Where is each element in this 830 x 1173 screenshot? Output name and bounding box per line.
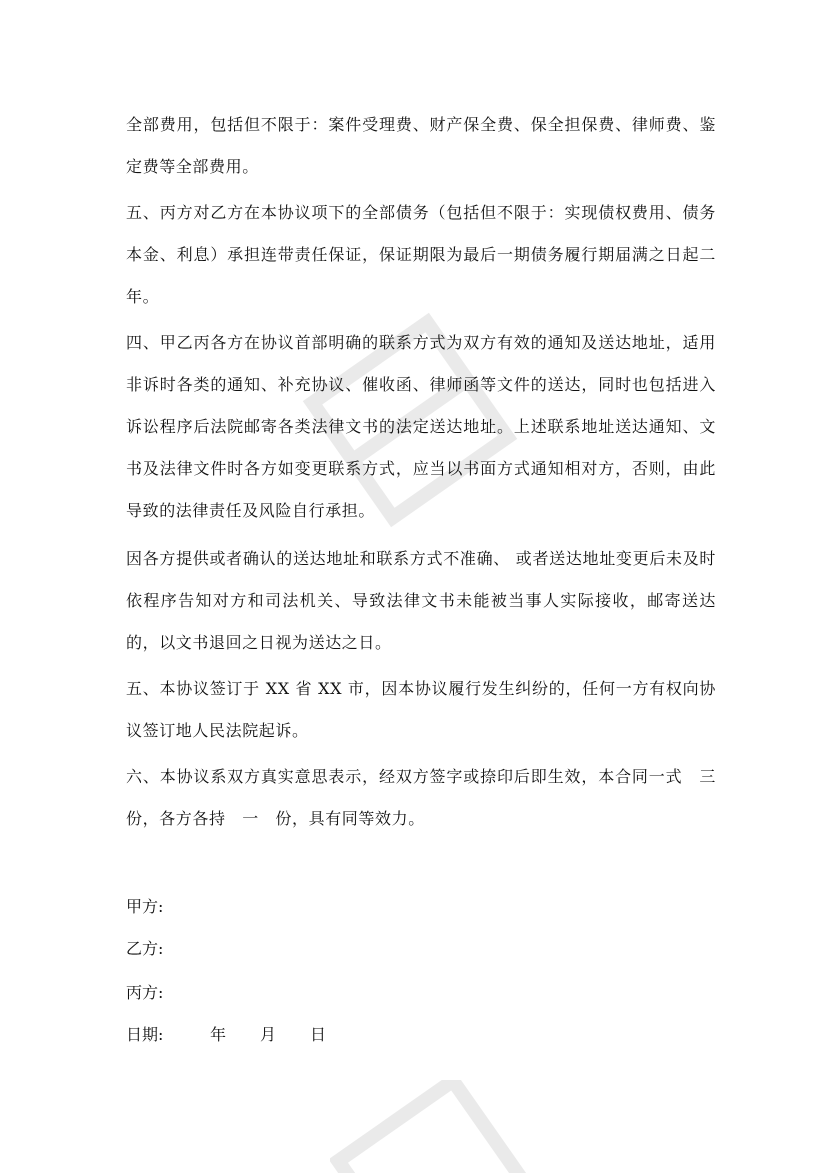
signature-party-c: 丙方: <box>126 983 164 1002</box>
paragraph-guarantee: 五、丙方对乙方在本协议项下的全部债务（包括但不限于：实现债权费用、债务本金、利息）承担连带责任保证，保证期限为最后一期债务履行期届满之日起二年。 <box>126 203 716 306</box>
paragraph-effectiveness: 六、本协议系双方真实意思表示，经双方签字或捺印后即生效，本合同一式 三份，各方各持 一 份，具有同等效力。 <box>126 767 716 828</box>
paragraph-fees-continued: 全部费用，包括但不限于：案件受理费、财产保全费、保全担保费、律师费、鉴定费等全部费用。 <box>126 115 716 176</box>
date-label: 日期: <box>126 1025 164 1044</box>
date-year: 年 <box>210 1025 227 1044</box>
paragraph-service-address: 四、甲乙丙各方在协议首部明确的联系方式为双方有效的通知及送达地址，适用非诉时各类的通知、补充协议、催收函、律师函等文件的送达，同时也包括进入诉讼程序后法院邮寄各类法律文书的法定送达地址。上述联系地址送达通知、文书及法律文件时各方如变更联系方式，应当以书面方式通知相对方，否则，由此导致的法律责任及风险自行承担。 <box>126 333 716 520</box>
paragraph-jurisdiction: 五、本协议签订于 XX 省 XX 市，因本协议履行发生纠纷的，任何一方有权向协议签订地人民法院起诉。 <box>126 679 716 740</box>
date-day: 日 <box>310 1025 327 1044</box>
date-month: 月 <box>260 1025 277 1044</box>
signature-party-a: 甲方: <box>126 897 164 916</box>
paragraph-address-inaccuracy: 因各方提供或者确认的送达地址和联系方式不准确、 或者送达地址变更后未及时依程序告知对方和司法机关、导致法律文书未能被当事人实际接收，邮寄送达的，以文书退回之日视为送达之日。 <box>126 549 716 652</box>
signature-party-b: 乙方: <box>126 939 164 958</box>
watermark-logo <box>330 1080 530 1173</box>
